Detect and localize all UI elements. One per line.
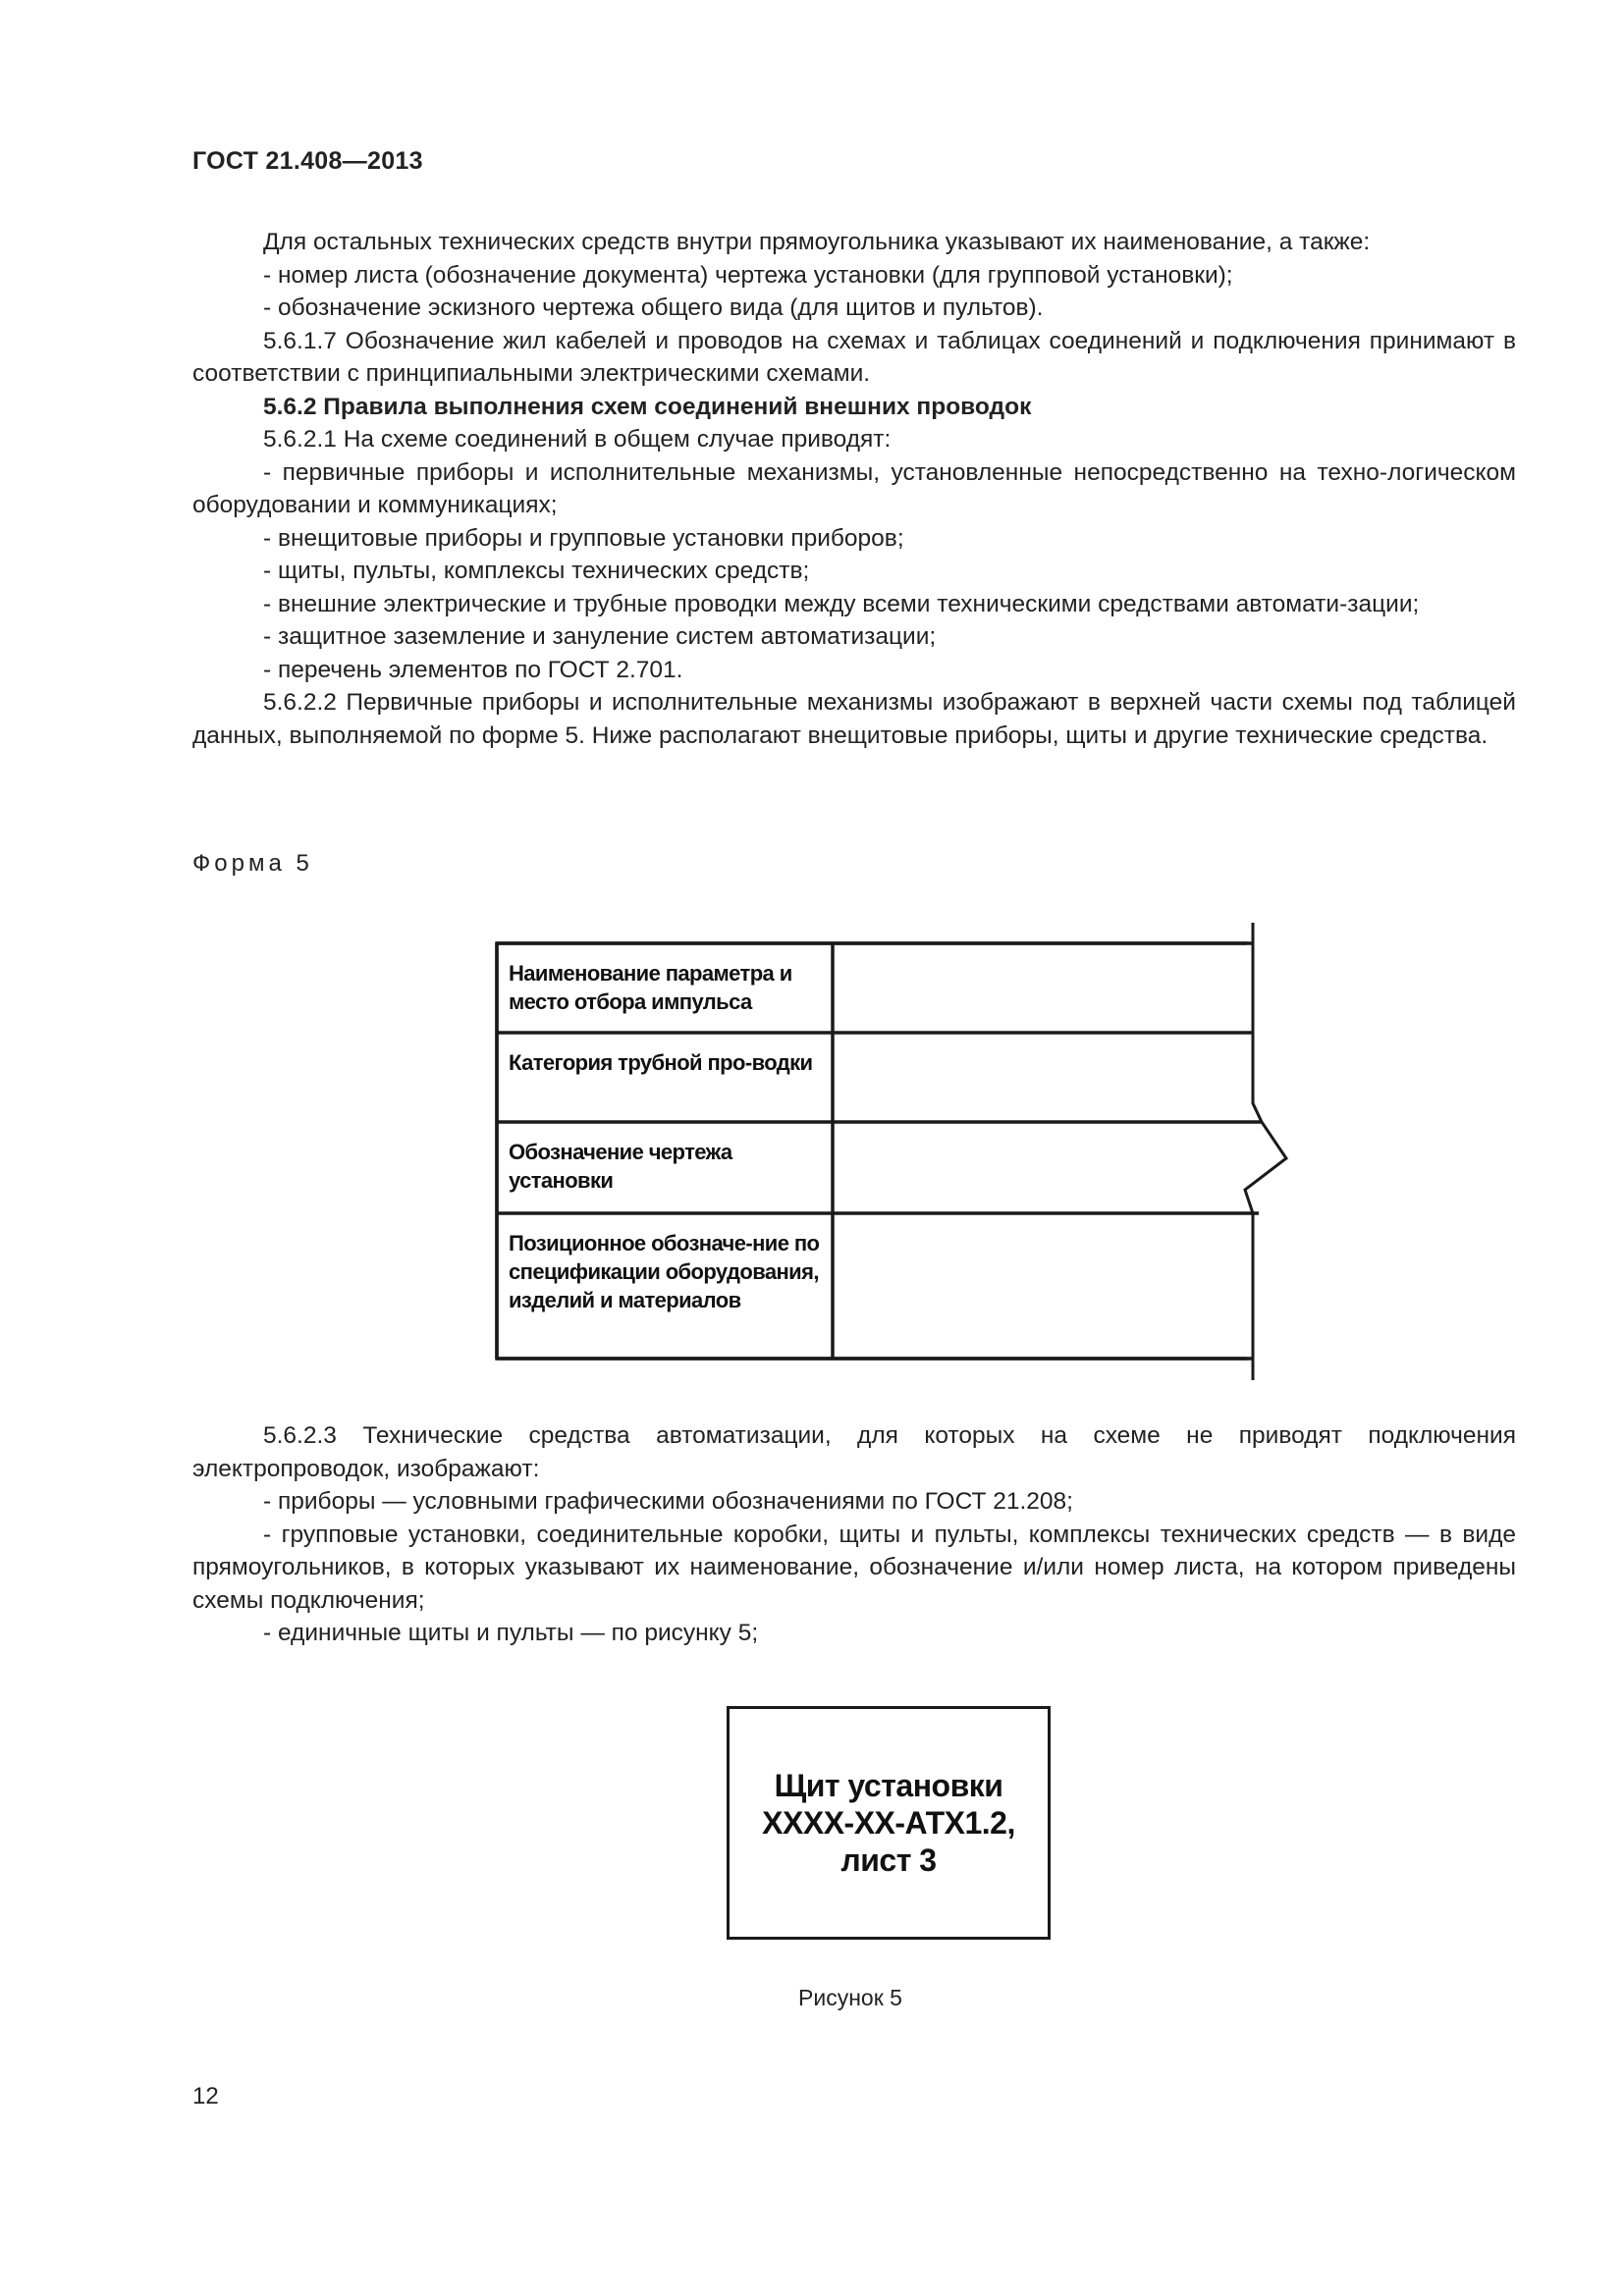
list-item: - единичные щиты и пульты — по рисунку 5;	[263, 1620, 759, 1646]
form-label: Форма 5	[192, 850, 313, 877]
document-header: ГОСТ 21.408—2013	[192, 147, 423, 175]
list-item: - номер листа (обозначение документа) чертежа установки (для групповой установки);	[263, 261, 1233, 289]
form-row-label-pipe-category: Категория трубной про-водки	[509, 1050, 813, 1075]
clause-5-6-1-7: 5.6.1.7 Обозначение жил кабелей и проводов на схемах и таблицах соединений и подключения принимают в соответствии с принципиальными электрическими схемами.	[192, 327, 1516, 387]
form-row-label-parameter: Наименование параметра и место отбора импульса	[509, 961, 792, 1014]
list-item: - внешние электрические и трубные проводки между всеми техническими средствами автомати-зации;	[263, 590, 1420, 617]
paragraph: Для остальных технических средств внутри прямоугольника указывают их наименование, а также:	[263, 229, 1371, 255]
figure-line: Щит установки	[774, 1768, 1003, 1803]
list-item: - первичные приборы и исполнительные механизмы, установленные непосредственно на техно-логическом оборудовании и коммуникациях;	[192, 458, 1516, 518]
figure-line: ХХХХ-ХХ-АТХ1.2,	[762, 1805, 1015, 1841]
clause-5-6-2-3: 5.6.2.3 Технические средства автоматизации, для которых на схеме не приводят подключения электропроводок, изображают:	[192, 1422, 1516, 1482]
text-block-2	[192, 1419, 1516, 1650]
figure-5-panel-box	[727, 1706, 1051, 1940]
section-heading-5-6-2: 5.6.2 Правила выполнения схем соединений внешних проводок	[263, 393, 1032, 420]
clause-5-6-2-1: 5.6.2.1 На схеме соединений в общем случае приводят:	[263, 426, 892, 453]
page-number: 12	[192, 2083, 219, 2109]
list-item: - обозначение эскизного чертежа общего вида (для щитов и пультов).	[263, 294, 1044, 321]
form-row-label-drawing-designation: Обозначение чертежа установки	[509, 1140, 732, 1193]
list-item: - групповые установки, соединительные коробки, щиты и пульты, комплексы технических средств — в виде прямоугольников, в которых указывают их наименование, обозначение и/или номер листа, на котором приведены схемы подключения;	[192, 1521, 1516, 1614]
list-item: - защитное заземление и зануление систем автоматизации;	[263, 623, 937, 650]
list-item: - приборы — условными графическими обозначениями по ГОСТ 21.208;	[263, 1488, 1073, 1515]
figure-caption: Рисунок 5	[798, 1985, 902, 2010]
figure-line: лист 3	[840, 1842, 937, 1878]
list-item: - внещитовые приборы и групповые установки приборов;	[263, 524, 904, 552]
list-item: - перечень элементов по ГОСТ 2.701.	[263, 656, 683, 683]
clause-5-6-2-2: 5.6.2.2 Первичные приборы и исполнительные механизмы изображают в верхней части схемы под таблицей данных, выполняемой по форме 5. Ниже располагают внещитовые приборы, щиты и другие технические средства.	[192, 689, 1516, 749]
form-row-label-position-designation: Позиционное обозначе-ние по спецификации оборудования, изделий и материалов	[509, 1231, 820, 1312]
list-item: - щиты, пульты, комплексы технических средств;	[263, 558, 810, 584]
